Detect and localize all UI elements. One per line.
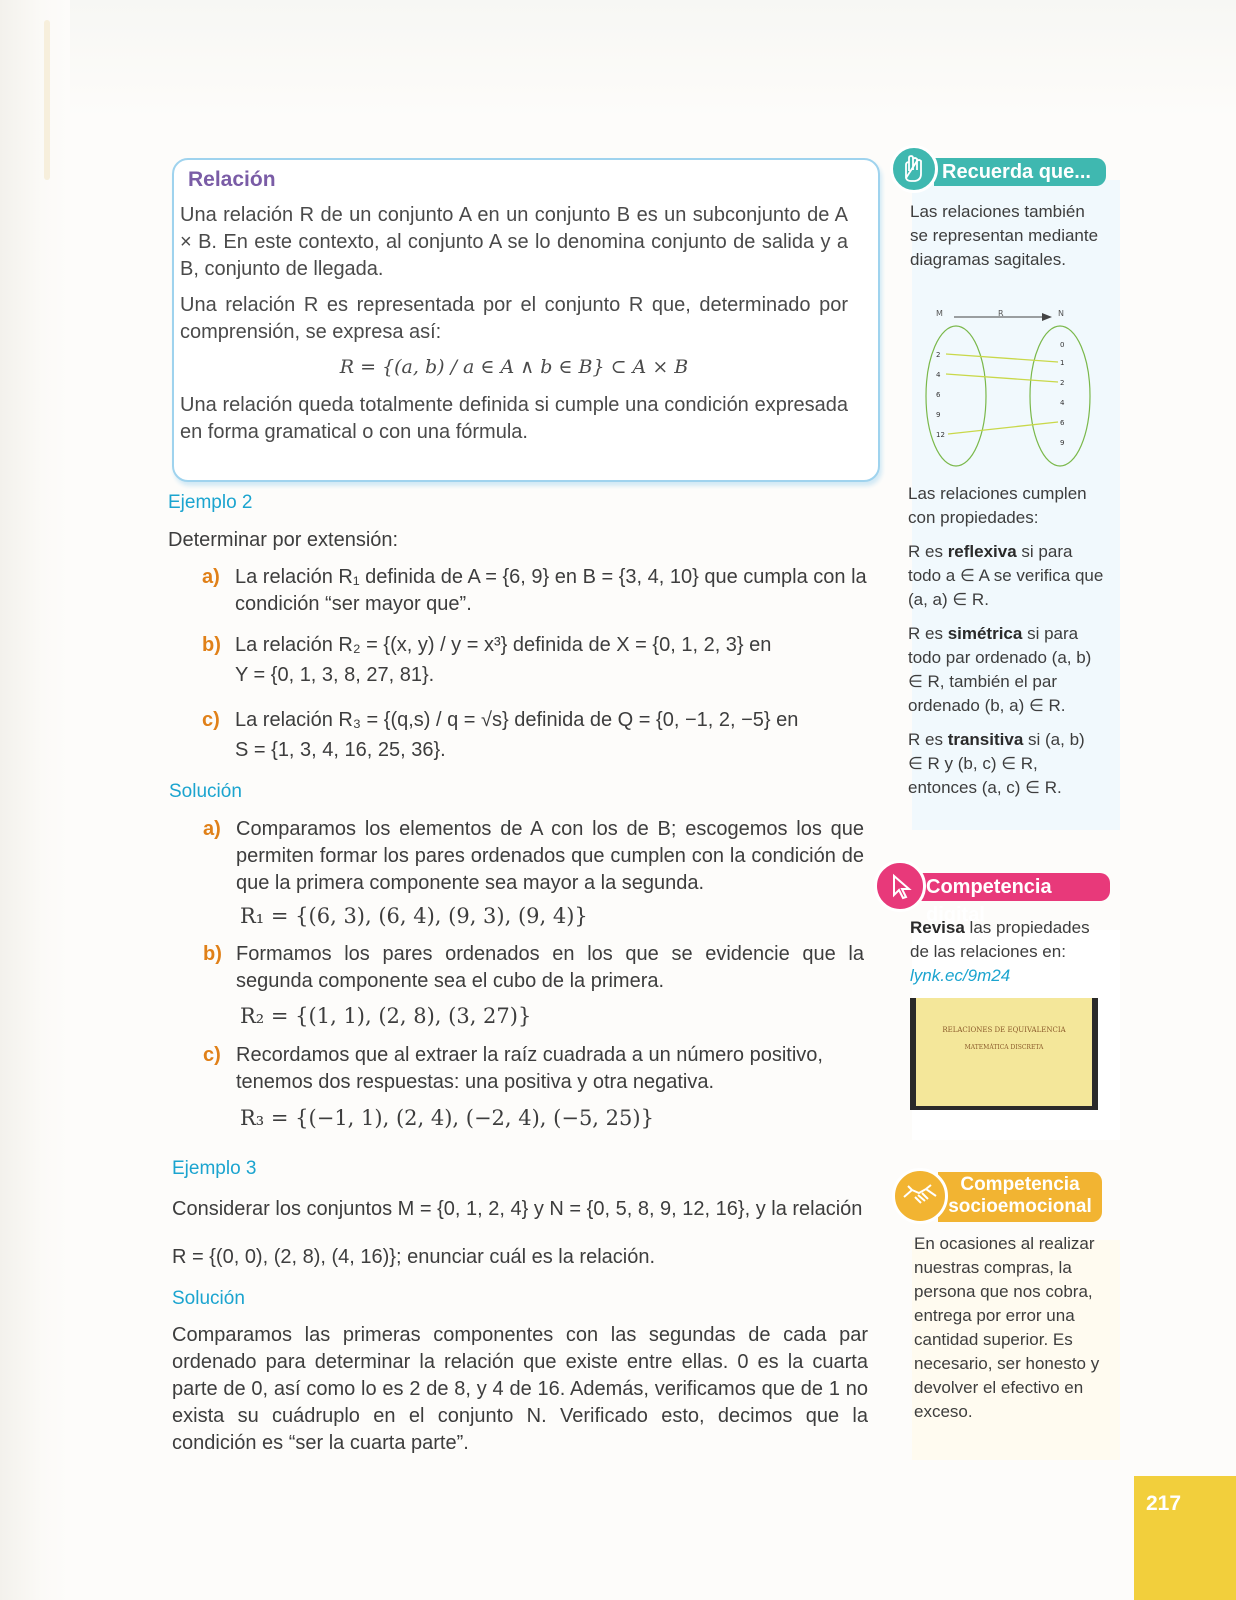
transitiva-pre: R es xyxy=(908,730,948,749)
ejemplo-2-item-c-label: c) xyxy=(202,709,220,731)
solution-b-result: R₂ = {(1, 1), (2, 8), (3, 27)} xyxy=(240,1004,532,1028)
header-band xyxy=(70,0,1236,120)
video-title: RELACIONES DE EQUIVALENCIA xyxy=(942,1026,1066,1034)
ejemplo-3-line2: R = {(0, 0), (2, 8), (4, 16)}; enunciar cuál es la relación. xyxy=(172,1246,656,1268)
property-reflexiva xyxy=(908,540,1104,612)
ejemplo-3-solution-heading: Solución xyxy=(172,1288,245,1309)
ejemplo-2-item-a-label: a) xyxy=(202,566,220,588)
reflexiva-pre: R es xyxy=(908,542,948,561)
definition-title: Relación xyxy=(188,168,276,191)
ejemplo-3-heading: Ejemplo 3 xyxy=(172,1158,257,1179)
cursor-icon xyxy=(877,863,923,909)
diagram-m-value: 9 xyxy=(936,411,941,419)
ejemplo-2-item-b-line2: Y = {0, 1, 3, 8, 27, 81}. xyxy=(235,664,435,686)
digital-text xyxy=(910,916,1106,964)
digital-text-keyword: Revisa xyxy=(910,918,965,937)
definition-paragraph-3: Una relación queda totalmente definida si cumple una condición expresada en forma gramatical o con una fórmula. xyxy=(180,394,848,443)
socio-banner xyxy=(938,1172,1102,1222)
diagram-arrowhead xyxy=(1042,313,1052,321)
ejemplo-3-line1: Considerar los conjuntos M = {0, 1, 2, 4} y N = {0, 5, 8, 9, 12, 16}, y la relación xyxy=(172,1198,863,1220)
diagram-n-value: 9 xyxy=(1060,439,1065,447)
solution-a-label: a) xyxy=(203,818,221,840)
diagram-n-value: 1 xyxy=(1060,359,1065,367)
digital-banner: Competencia digital xyxy=(918,873,1110,901)
digital-badge xyxy=(874,860,926,912)
solution-b-label: b) xyxy=(203,943,222,965)
simetrica-keyword: simétrica xyxy=(947,624,1023,643)
socio-badge xyxy=(892,1168,948,1224)
definition-paragraph-1: Una relación R de un conjunto A en un conjunto B es un subconjunto de A × B. En este contexto, al conjunto A se lo denomina conjunto de salida y a B, conjunto de llegada. xyxy=(180,204,848,280)
ejemplo-2-item-c-line1: La relación R₃ = {(q,s) / q = √s} definida de Q = {0, −1, 2, −5} en xyxy=(235,709,799,731)
page-number: 217 xyxy=(1146,1492,1182,1515)
diagram-left-label: M xyxy=(936,309,943,318)
hand-icon xyxy=(893,148,935,190)
transitiva-keyword: transitiva xyxy=(947,730,1024,749)
diagram-m-value: 6 xyxy=(936,391,941,399)
video-thumbnail[interactable] xyxy=(910,998,1098,1110)
sagittal-diagram xyxy=(920,304,1110,474)
definition-formula: R = {(a, b) / a ∈ A ∧ b ∈ B} ⊂ A × B xyxy=(339,356,689,378)
diagram-n-value: 0 xyxy=(1060,341,1065,349)
diagram-right-label: N xyxy=(1058,309,1064,318)
diagram-set-m xyxy=(926,326,986,466)
socio-title-line1: Competencia xyxy=(960,1174,1080,1195)
ejemplo-2-intro: Determinar por extensión: xyxy=(168,529,399,551)
solution-a-text: Comparamos los elementos de A con los de B; escogemos los que permiten formar los pares ordenados que cumplen con la condición de que la primera componente sea mayor a la segunda. xyxy=(236,818,864,894)
transitiva-post: si (a, b) ∈ R y (b, c) ∈ R, entonces (a, c) ∈ R. xyxy=(908,730,1085,797)
ejemplo-2-item-b-label: b) xyxy=(202,634,221,656)
definition-paragraph-2: Una relación R es representada por el conjunto R que, determinado por comprensión, se expresa así: xyxy=(180,294,848,343)
diagram-n-value: 4 xyxy=(1060,399,1065,407)
recuerda-intro: Las relaciones también se representan mediante diagramas sagitales. xyxy=(910,202,1099,269)
diagram-m-value: 12 xyxy=(936,431,945,439)
video-subtitle: MATEMÁTICA DISCRETA xyxy=(964,1044,1044,1051)
simetrica-post: si para todo par ordenado (a, b) ∈ R, también el par ordenado (b, a) ∈ R. xyxy=(908,624,1092,715)
ejemplo-2-heading: Ejemplo 2 xyxy=(168,492,253,513)
ejemplo-2-solution-heading: Solución xyxy=(169,781,242,802)
ejemplo-2-item-b-line1: La relación R₂ = {(x, y) / y = x³} definida de X = {0, 1, 2, 3} en xyxy=(235,634,772,656)
recuerda-badge xyxy=(890,145,938,193)
video-slide xyxy=(916,998,1092,1106)
diagram-m-value: 4 xyxy=(936,371,941,379)
solution-c-label: c) xyxy=(203,1044,221,1066)
socio-text: En ocasiones al realizar nuestras compras, la persona que nos cobra, entrega por error una cantidad superior. Es necesario, ser honesto y devolver el efectivo en exceso. xyxy=(914,1234,1100,1421)
diagram-mapping-line xyxy=(946,374,1058,382)
ejemplo-2-item-a-line1: La relación R₁ definida de A = {6, 9} en B = {3, 4, 10} que cumpla con la xyxy=(235,566,867,588)
ejemplo-2-item-a-line2: condición “ser mayor que”. xyxy=(235,593,472,615)
solution-c-result: R₃ = {(−1, 1), (2, 4), (−2, 4), (−5, 25)} xyxy=(240,1106,654,1130)
diagram-n-value: 6 xyxy=(1060,419,1065,427)
diagram-mapping-line xyxy=(946,354,1058,362)
solution-b-text: Formamos los pares ordenados en los que se evidencie que la segunda componente sea el cubo de la primera. xyxy=(236,943,864,992)
properties-intro: Las relaciones cumplen con propiedades: xyxy=(908,484,1087,527)
solution-a-result: R₁ = {(6, 3), (6, 4), (9, 3), (9, 4)} xyxy=(240,904,588,928)
recuerda-banner: Recuerda que... xyxy=(934,158,1106,186)
diagram-mapping-line xyxy=(948,422,1058,434)
solution-c-text: Recordamos que al extraer la raíz cuadrada a un número positivo, tenemos dos respuestas: una positiva y otra negativa. xyxy=(236,1044,823,1093)
ejemplo-3-solution-text: Comparamos las primeras componentes con las segundas de cada par ordenado para determinar la relación que existe entre ellas. 0 es la cuarta parte de 0, así como lo es 2 de 8, y 4 de 16. Además, verificamos que de 1 no exista su cuádruplo en el conjunto N. Verificado esto, decimos que la condición es “ser la cuarta parte”. xyxy=(172,1324,868,1454)
page-spine-shadow xyxy=(0,0,70,1600)
ejemplo-2-item-c-line2: S = {1, 3, 4, 16, 25, 36}. xyxy=(235,739,446,761)
simetrica-pre: R es xyxy=(908,624,948,643)
spine-accent xyxy=(44,20,50,180)
property-transitiva xyxy=(908,728,1104,800)
diagram-m-value: 2 xyxy=(936,351,941,359)
handshake-icon xyxy=(895,1171,945,1221)
reflexiva-keyword: reflexiva xyxy=(947,542,1017,561)
socio-title-line2: socioemocional xyxy=(948,1196,1092,1217)
digital-text-rest: las propiedades de las relaciones en: xyxy=(910,918,1090,961)
digital-link[interactable]: lynk.ec/9m24 xyxy=(910,966,1011,985)
property-simetrica xyxy=(908,622,1104,718)
diagram-n-value: 2 xyxy=(1060,379,1065,387)
page-number-tab xyxy=(1134,1476,1236,1600)
reflexiva-post: si para todo a ∈ A se verifica que (a, a) ∈ R. xyxy=(908,542,1104,609)
diagram-arrow-label: R xyxy=(998,309,1004,318)
